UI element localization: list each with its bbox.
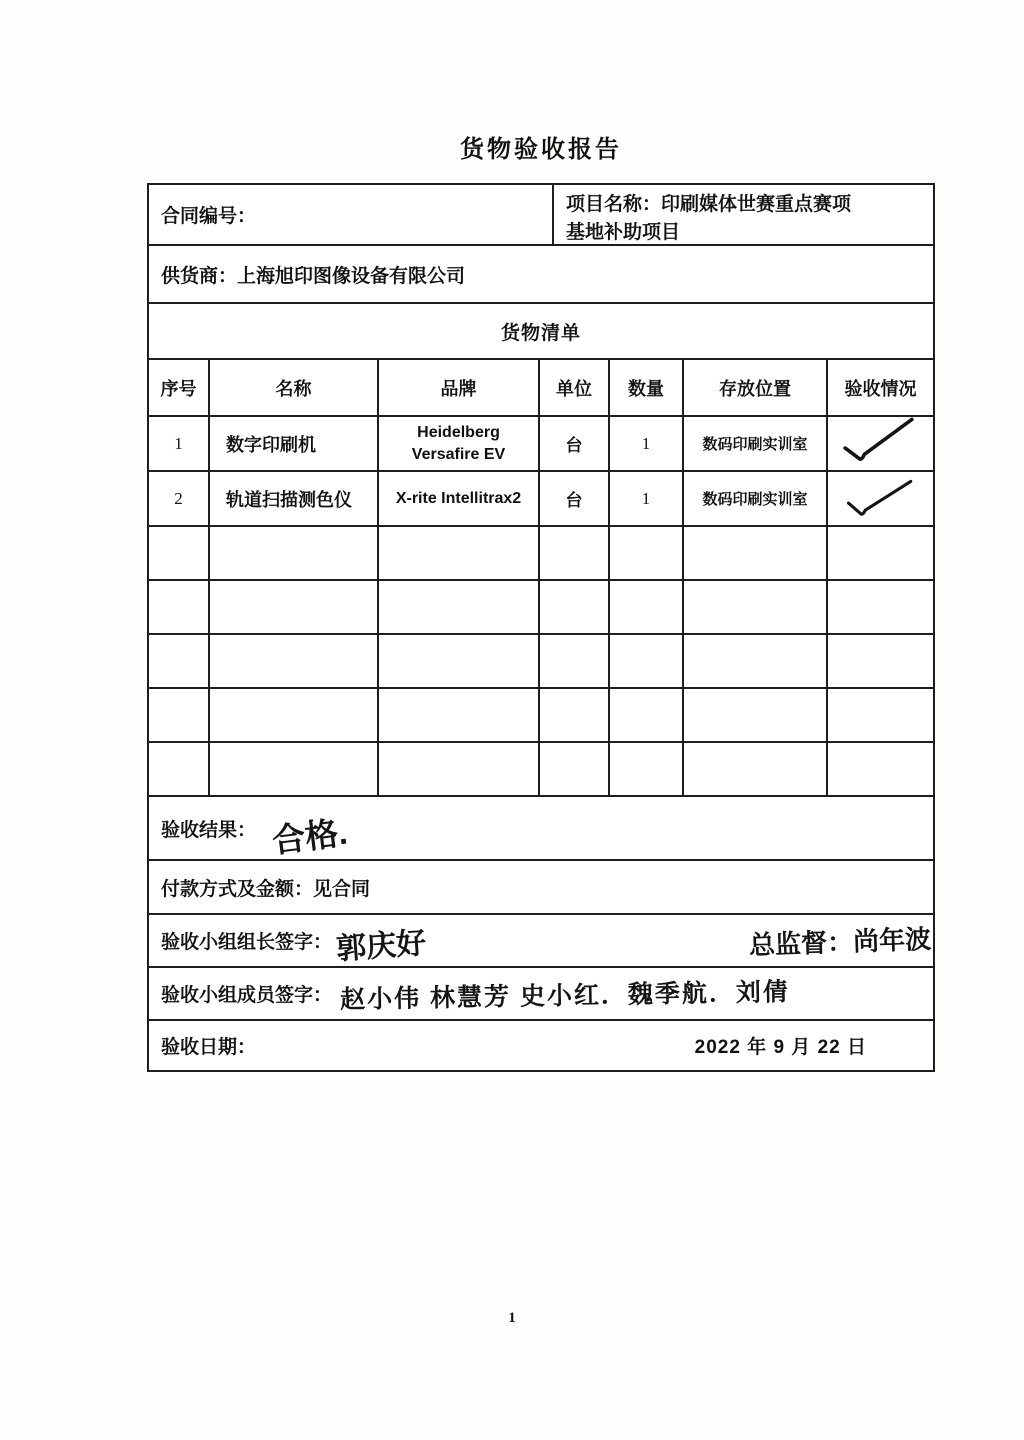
empty-cell <box>682 527 826 579</box>
row2-brand-line1: X-rite Intellitrax2 <box>395 489 522 507</box>
col-header-unit: 单位 <box>538 360 608 415</box>
project-name-text <box>554 185 861 246</box>
row2-index: 2 <box>174 488 183 508</box>
empty-cell <box>149 635 208 687</box>
members-signature-row <box>149 966 933 1019</box>
row2-name: 轨道扫描测色仪 <box>208 472 377 525</box>
result-cell <box>149 797 933 859</box>
checkmark-icon <box>839 476 922 521</box>
empty-cell <box>826 689 933 741</box>
result-row <box>149 795 933 859</box>
supplier-row <box>149 244 933 302</box>
project-name-line2: 基地补助项目 <box>566 221 681 243</box>
empty-cell <box>149 581 208 633</box>
empty-cell <box>682 689 826 741</box>
row1-brand <box>377 417 538 470</box>
project-name-cell <box>552 185 933 244</box>
leader-signature-label: 验收小组组长签字： <box>161 932 333 953</box>
row2-brand <box>377 472 538 525</box>
date-value: 2022 年 9 月 22 日 <box>694 1037 867 1058</box>
empty-cell <box>826 581 933 633</box>
row1-quantity: 1 <box>608 417 682 470</box>
empty-cell <box>826 635 933 687</box>
row1-location: 数码印刷实训室 <box>682 417 826 470</box>
checkmark-icon <box>835 413 924 468</box>
empty-cell <box>682 635 826 687</box>
members-signature-label: 验收小组成员签字： <box>161 985 333 1006</box>
empty-cell <box>377 743 538 795</box>
leader-signature-row <box>149 913 933 966</box>
row1-brand-line2: Versafire EV <box>411 445 506 463</box>
empty-cell <box>149 689 208 741</box>
col-header-location: 存放位置 <box>682 360 826 415</box>
members-signature-cell <box>149 968 933 1019</box>
payment-cell <box>149 861 933 913</box>
goods-empty-row <box>149 525 933 579</box>
supervisor-note-handwritten: 总监督：尚年波 <box>748 923 932 961</box>
goods-row-1 <box>149 415 933 470</box>
empty-cell <box>208 635 377 687</box>
empty-cell <box>608 743 682 795</box>
col-header-brand: 品牌 <box>377 360 538 415</box>
goods-empty-row <box>149 579 933 633</box>
row1-acceptance-cell <box>826 417 933 470</box>
row1-index: 1 <box>174 433 183 453</box>
empty-cell <box>208 689 377 741</box>
supplier-label: 供货商：上海旭印图像设备有限公司 <box>161 265 466 287</box>
empty-cell <box>377 527 538 579</box>
col-header-name: 名称 <box>208 360 377 415</box>
goods-header-row <box>149 358 933 415</box>
supplier-cell <box>149 246 933 302</box>
goods-list-title-row <box>149 302 933 358</box>
goods-row-2 <box>149 470 933 525</box>
acceptance-report-table <box>147 183 935 1072</box>
payment-row <box>149 859 933 913</box>
page-number: 1 <box>508 1310 516 1326</box>
empty-cell <box>608 581 682 633</box>
goods-empty-row <box>149 741 933 795</box>
empty-cell <box>538 743 608 795</box>
row2-acceptance-cell <box>826 472 933 525</box>
goods-empty-row <box>149 633 933 687</box>
empty-cell <box>538 527 608 579</box>
row1-brand-line1: Heidelberg <box>417 423 500 441</box>
col-header-quantity: 数量 <box>608 360 682 415</box>
empty-cell <box>377 581 538 633</box>
date-cell <box>149 1021 933 1070</box>
contract-number-label: 合同编号： <box>161 206 257 227</box>
row2-unit: 台 <box>538 472 608 525</box>
goods-list-title: 货物清单 <box>500 322 581 344</box>
row1-unit: 台 <box>538 417 608 470</box>
empty-cell <box>149 743 208 795</box>
leader-signature-handwritten: 郭庆好 <box>335 926 428 966</box>
empty-cell <box>538 581 608 633</box>
empty-cell <box>682 581 826 633</box>
empty-cell <box>377 635 538 687</box>
leader-signature-cell <box>149 915 933 966</box>
row1-name: 数字印刷机 <box>208 417 377 470</box>
project-name-line1: 项目名称：印刷媒体世赛重点赛项 <box>566 194 852 215</box>
empty-cell <box>208 581 377 633</box>
contract-project-row <box>149 185 933 244</box>
members-signatures-handwritten: 赵小伟 林慧芳 史小红．魏季航．刘倩 <box>339 977 791 1014</box>
empty-cell <box>826 527 933 579</box>
empty-cell <box>538 635 608 687</box>
empty-cell <box>208 527 377 579</box>
empty-cell <box>377 689 538 741</box>
empty-cell <box>538 689 608 741</box>
empty-cell <box>149 527 208 579</box>
empty-cell <box>608 635 682 687</box>
goods-empty-row <box>149 687 933 741</box>
col-header-acceptance: 验收情况 <box>826 360 933 415</box>
empty-cell <box>208 743 377 795</box>
row2-quantity: 1 <box>608 472 682 525</box>
document-title: 货物验收报告 <box>460 136 622 163</box>
col-header-index: 序号 <box>160 378 197 399</box>
contract-number-cell <box>149 185 552 244</box>
empty-cell <box>608 689 682 741</box>
result-handwritten: 合格. <box>270 813 350 859</box>
date-row <box>149 1019 933 1070</box>
row2-location: 数码印刷实训室 <box>682 472 826 525</box>
empty-cell <box>682 743 826 795</box>
result-label: 验收结果： <box>161 819 257 841</box>
empty-cell <box>826 743 933 795</box>
date-label: 验收日期： <box>161 1037 257 1058</box>
payment-label: 付款方式及金额：见合同 <box>161 878 371 900</box>
empty-cell <box>608 527 682 579</box>
